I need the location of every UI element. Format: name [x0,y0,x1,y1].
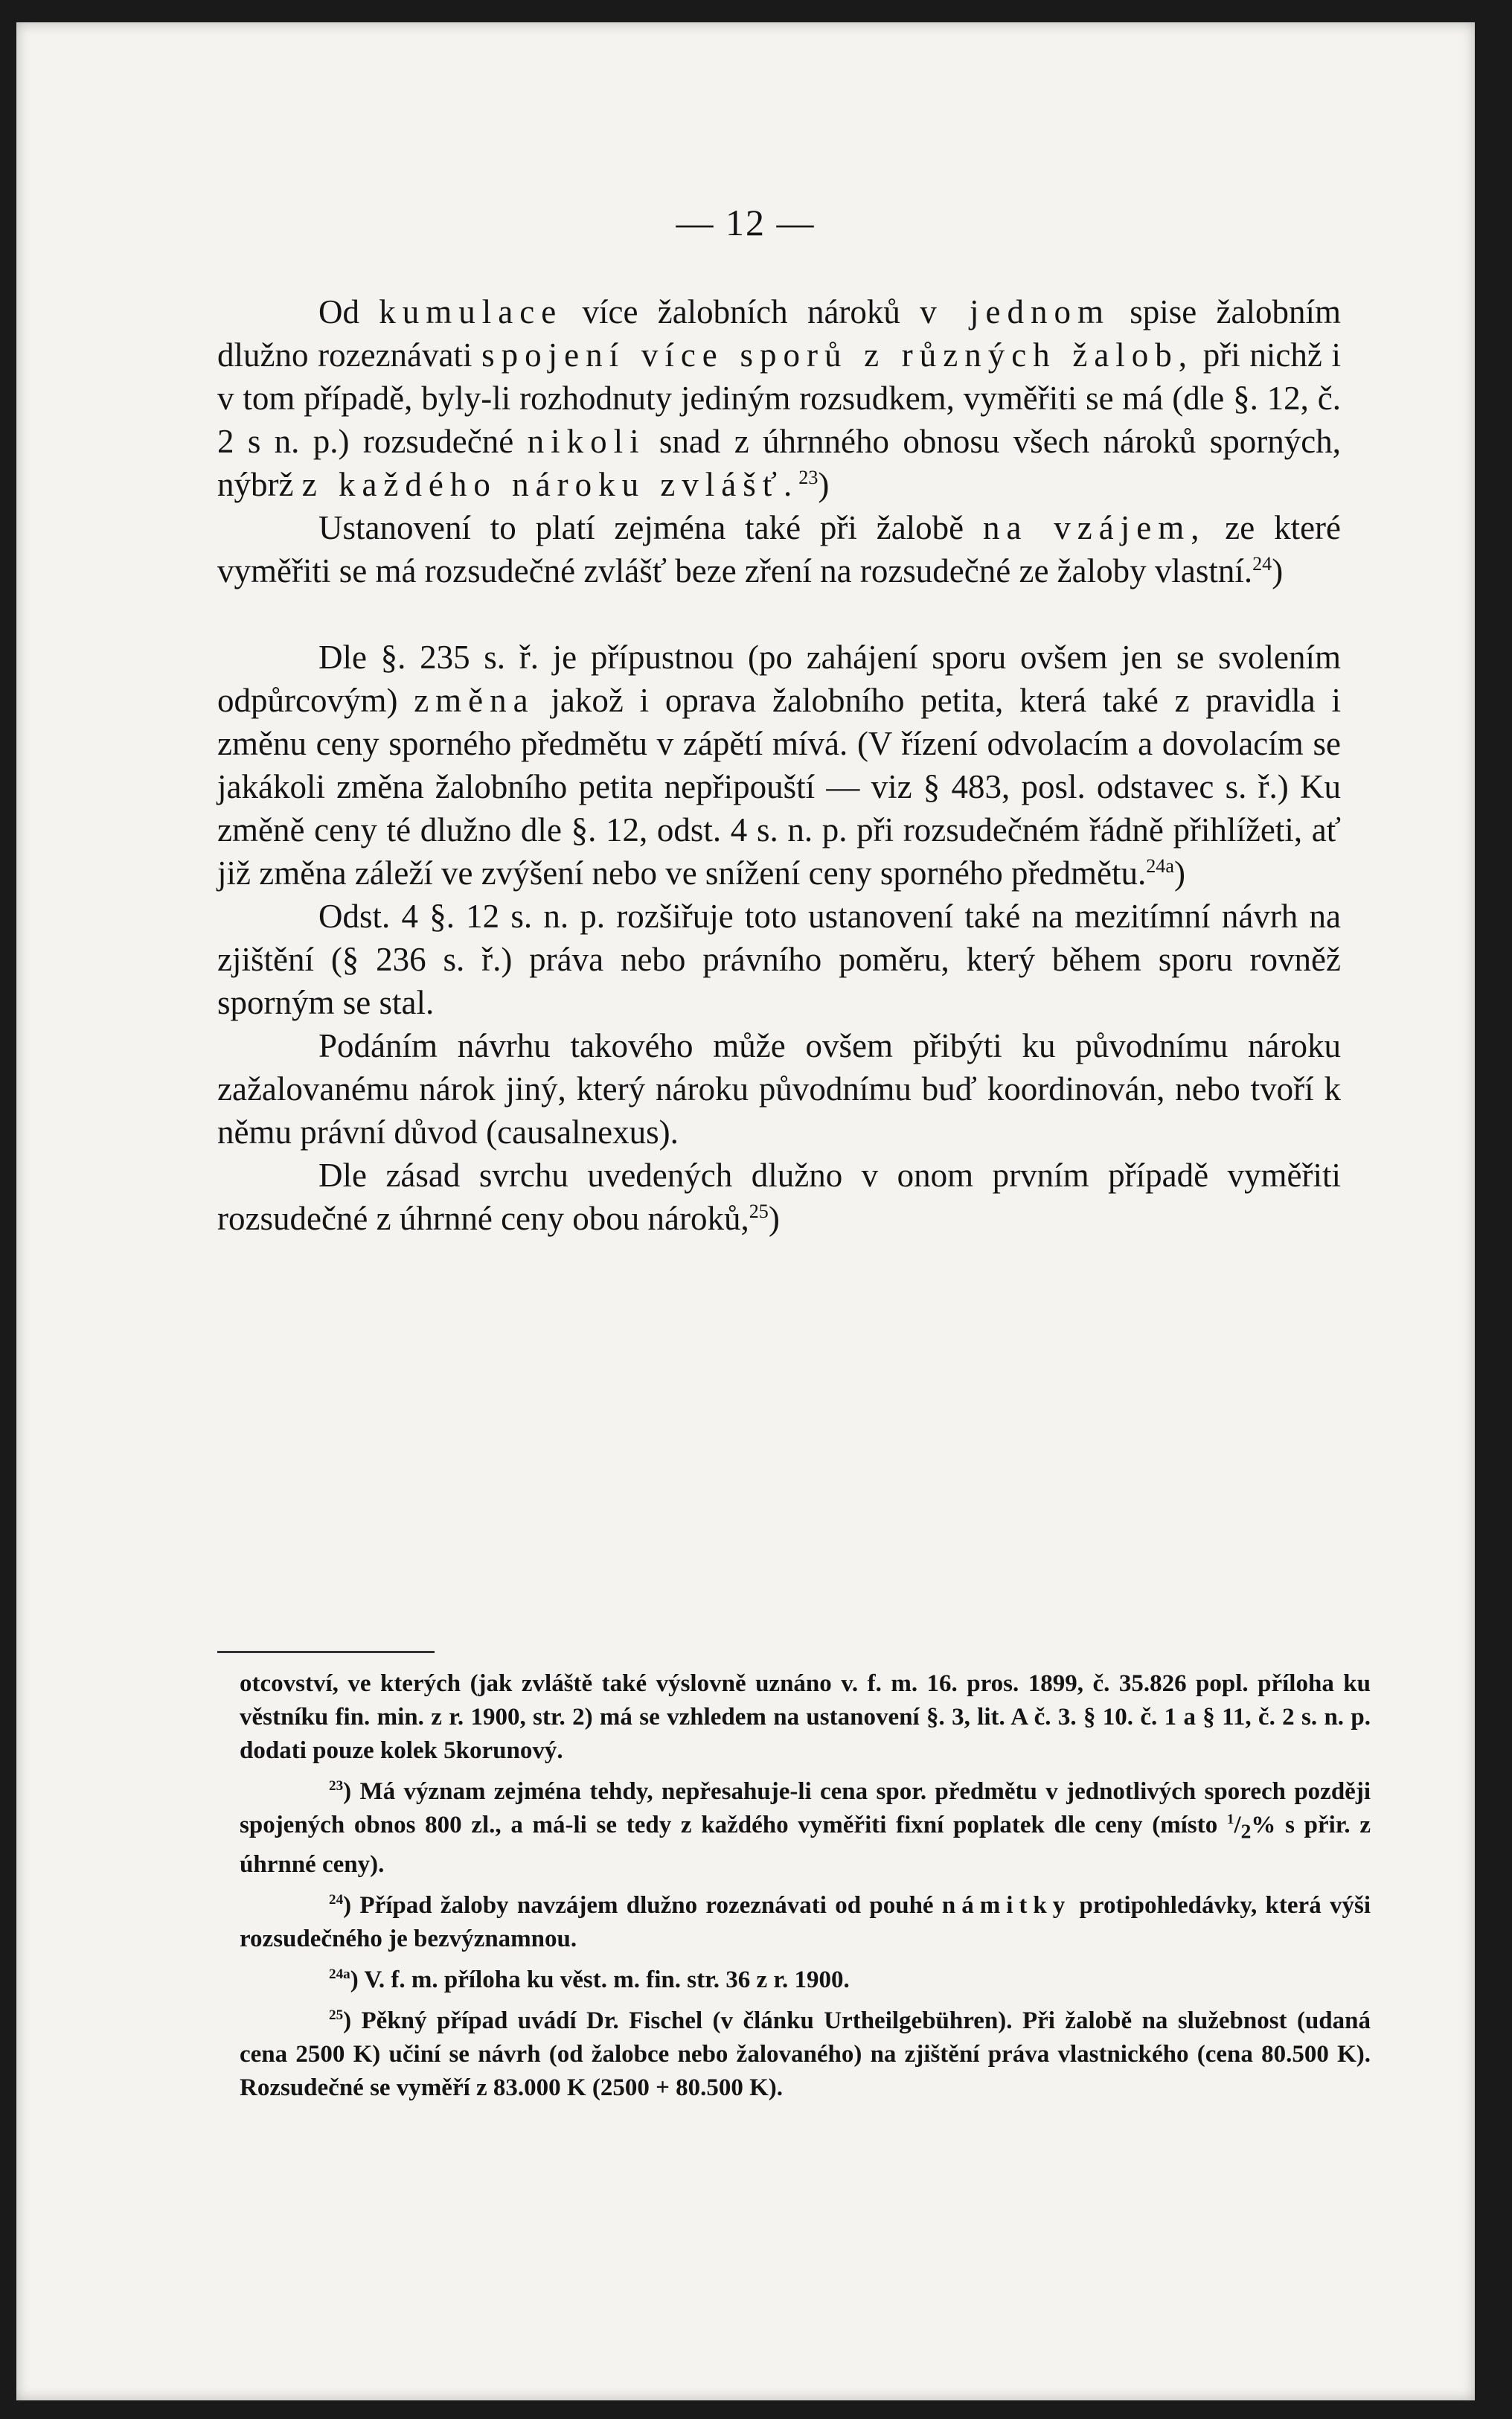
footnote-24a: $^{24a}$) V. f. m. příloha ku věst. m. fin. str. 36 z r. 1900. [329,1966,850,1993]
footnote-divider [217,1651,435,1653]
footnote-24: $^{24}$) Případ žaloby navzájem dlužno rozeznávati od pouhé námitky protipohledávky, která výši rozsudečného je bezvýznamnou. [240,1891,1371,1952]
footnote-ref-25[interactable]: 25 [749,1201,769,1222]
paragraph-zasad: Dle zásad svrchu uvedených dlužno v onom prvním případě vyměřiti rozsudečné z úhrnné ceny obou nároků,$^{25}$) [217,1157,1341,1237]
footnote-25: $^{25}$) Pěkný případ uvádí Dr. Fischel (v článku Urtheilgebühren). Při žalobě na služebnost (udaná cena 2500 K) učiní se návrh (od žalobce nebo žalovaného) na zjištění práva vlastnického (cena 80.500 K). Rozsudečné se vyměří z 83.000 K (2500 + 80.500 K). [240,2007,1371,2101]
footnote-ref-23[interactable]: 23 [798,467,819,488]
footnote-ref-24[interactable]: 24 [1252,553,1272,575]
footnote-ref-24a[interactable]: 24a [1146,855,1174,877]
paragraph-podanim: Podáním návrhu takového může ovšem přibýti ku původnímu nároku zažalovanému nárok jiný, který nároku původnímu buď koordinován, nebo tvoří k němu právní důvod (causalnexus). [217,1027,1341,1151]
paragraph-vzajem: Ustanovení to platí zejména také při žalobě na vzájem, ze které vyměřiti se má rozsudečné zvlášť beze zření na rozsudečné ze žaloby vlastní.$^{24}$) [217,509,1341,589]
book-page [16,22,1475,2400]
paragraph-kumulace: Od kumulace více žalobních nároků v jednom spise žalobním dlužno rozeznávati spojení více sporů z různých žalob, při nichž i v tom případě, byly-li rozhodnuty jediným rozsudkem, vyměřiti se má (dle §. 12, č. 2 s n. p.) rozsudečné nikoli snad z úhrnného obnosu všech nároků sporných, nýbrž z každého nároku zvlášť.$^{23}$) [217,293,1341,503]
paragraph-odst4: Odst. 4 §. 12 s. n. p. rozšiřuje toto ustanovení také na mezitímní návrh na zjištění (§ 236 s. ř.) práva nebo právního poměru, který během sporu rovněž sporným se stal. [217,898,1341,1021]
footnotes [240,1667,1371,2112]
footnote-23: $^{23}$) Má význam zejména tehdy, nepřesahuje-li cena spor. předmětu v jednotlivých sporech později spojených obnos 800 zl., a má-li se tedy z každého vyměřiti fixní poplatek dle ceny (místo $^1/_2\%$ s přir. z úhrnné ceny). [240,1778,1371,1878]
paragraph-zmena: Dle §. 235 s. ř. je přípustnou (po zahájení sporu ovšem jen se svolením odpůrcovým) změna jakož i oprava žalobního petita, která také z pravidla i změnu ceny sporného předmětu v zápětí mívá. (V řízení odvolacím a dovolacím se jakákoli změna žalobního petita nepřipouští — viz § 483, posl. odstavec s. ř.) Ku změně ceny té dlužno dle §. 12, odst. 4 s. n. p. při rozsudečném řádně přihlížeti, ať již změna záleží ve zvýšení nebo ve snížení ceny sporného předmětu.$^{24a}$) [217,639,1341,892]
footnote-continuation: otcovství, ve kterých (jak zvláště také výslovně uznáno v. f. m. 16. pros. 1899, č. 35.826 popl. příloha ku věstníku fin. min. z r. 1900, str. 2) má se vzhledem na ustanovení §. 3, lit. A č. 3. § 10. č. 1 a § 11, č. 2 s. n. p. dodati pouze kolek 5korunový. [240,1670,1371,1764]
main-text [217,290,1341,1240]
page-number: — 12 — [676,202,816,243]
